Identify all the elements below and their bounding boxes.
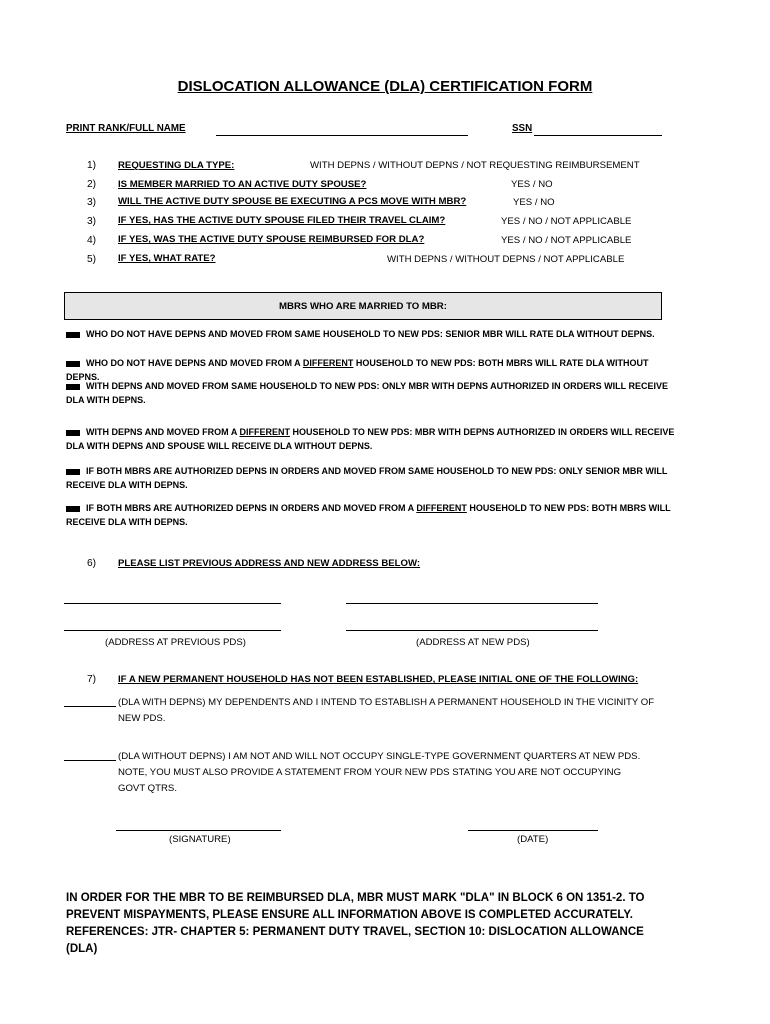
new-address-label: (ADDRESS AT NEW PDS) bbox=[416, 637, 530, 648]
q7-number: 7) bbox=[86, 674, 96, 685]
option-2-text: WHO DO NOT HAVE DEPNS AND MOVED FROM A bbox=[86, 358, 303, 368]
dla-with-depns-statement: (DLA WITH DEPNS) MY DEPENDENTS AND I INTEND TO ESTABLISH A PERMANENT HOUSEHOLD IN THE VICINITY OF NEW PDS. bbox=[118, 697, 655, 724]
form-title: DISLOCATION ALLOWANCE (DLA) CERTIFICATION FORM bbox=[177, 78, 593, 95]
option-5-text: IF BOTH MBRS ARE AUTHORIZED DEPNS IN ORDERS AND MOVED FROM SAME HOUSEHOLD TO NEW PDS: ONLY SENIOR MBR WILL RECEIVE DLA WITH DEPNS. bbox=[66, 466, 668, 490]
mbrs-married-header bbox=[64, 292, 662, 320]
initial-dla-with-depns[interactable] bbox=[64, 706, 116, 707]
q5-number: 5) bbox=[86, 254, 96, 265]
q3-answer[interactable]: YES / NO bbox=[513, 197, 555, 208]
new-address-line-1[interactable] bbox=[346, 603, 598, 604]
option-4-text-end: HOUSEHOLD TO NEW PDS: MBR WITH DEPNS AUTHORIZED IN ORDERS WILL RECEIVE DLA WITH DEPNS AND SPOUSE WILL RECEIVE DLA WITHOUT DEPNS. bbox=[66, 427, 675, 451]
q6-text: PLEASE LIST PREVIOUS ADDRESS AND NEW ADDRESS BELOW: bbox=[118, 558, 421, 569]
option-2-emphasis: DIFFERENT bbox=[302, 358, 354, 368]
q4-answer[interactable]: YES / NO / NOT APPLICABLE bbox=[501, 235, 632, 246]
q7-text: IF A NEW PERMANENT HOUSEHOLD HAS NOT BEEN ESTABLISHED, PLEASE INITIAL ONE OF THE FOLLOWING: bbox=[118, 674, 639, 685]
dla-without-depns-statement: (DLA WITHOUT DEPNS) I AM NOT AND WILL NOT OCCUPY SINGLE-TYPE GOVERNMENT QUARTERS AT NEW PDS. NOTE, YOU MUST ALSO PROVIDE A STATEMENT FROM YOUR NEW PDS STATING YOU ARE NOT OCCUPYING GOVT QTRS. bbox=[118, 751, 641, 794]
option-3[interactable] bbox=[66, 379, 682, 407]
q3b-text: IF YES, HAS THE ACTIVE DUTY SPOUSE FILED THEIR TRAVEL CLAIM? bbox=[118, 215, 446, 226]
q3b-answer[interactable]: YES / NO / NOT APPLICABLE bbox=[501, 216, 632, 227]
option-1-checkbox[interactable] bbox=[66, 332, 80, 338]
ssn-field[interactable] bbox=[534, 135, 662, 136]
q1-answer[interactable]: WITH DEPNS / WITHOUT DEPNS / NOT REQUESTING REIMBURSEMENT bbox=[310, 160, 640, 171]
option-4-checkbox[interactable] bbox=[66, 430, 80, 436]
q2-answer[interactable]: YES / NO bbox=[511, 179, 553, 190]
option-1[interactable] bbox=[66, 327, 682, 341]
q1-text: REQUESTING DLA TYPE: bbox=[118, 160, 235, 171]
option-6[interactable] bbox=[66, 501, 682, 529]
signature-line[interactable] bbox=[116, 830, 281, 831]
previous-address-line-2[interactable] bbox=[64, 630, 281, 631]
previous-address-line-1[interactable] bbox=[64, 603, 281, 604]
q2-number: 2) bbox=[86, 179, 96, 190]
option-4-emphasis: DIFFERENT bbox=[239, 427, 290, 437]
rank-name-label: PRINT RANK/FULL NAME bbox=[66, 123, 186, 134]
q3b-number: 3) bbox=[86, 216, 96, 227]
rank-name-field[interactable] bbox=[216, 135, 468, 136]
date-line[interactable] bbox=[468, 830, 598, 831]
option-6-checkbox[interactable] bbox=[66, 506, 80, 512]
q5-answer[interactable]: WITH DEPNS / WITHOUT DEPNS / NOT APPLICABLE bbox=[387, 254, 625, 265]
mbrs-married-header-text: MBRS WHO ARE MARRIED TO MBR: bbox=[279, 300, 447, 312]
option-2-text-end: HOUSEHOLD TO NEW PDS: BOTH MBRS WILL RATE DLA WITHOUT DEPNS. bbox=[66, 358, 649, 382]
q3-number: 3) bbox=[86, 197, 96, 208]
date-label: (DATE) bbox=[517, 834, 549, 845]
q6-number: 6) bbox=[86, 558, 96, 569]
option-6-text-end: HOUSEHOLD TO NEW PDS: BOTH MBRS WILL RECEIVE DLA WITH DEPNS. bbox=[66, 503, 671, 527]
option-2-checkbox[interactable] bbox=[66, 361, 80, 367]
ssn-label: SSN bbox=[512, 123, 533, 134]
reimbursement-note: IN ORDER FOR THE MBR TO BE REIMBURSED DLA, MBR MUST MARK "DLA" IN BLOCK 6 ON 1351-2. TO PREVENT MISPAYMENTS, PLEASE ENSURE ALL INFORMATION ABOVE IS COMPLETED ACCURATELY. REFERENCES: JTR- CHAPTER 5: PERMANENT DUTY TRAVEL, SECTION 10: DISLOCATION ALLOWANCE (DLA) bbox=[66, 892, 645, 955]
initial-dla-without-depns[interactable] bbox=[64, 760, 116, 761]
signature-label: (SIGNATURE) bbox=[169, 834, 231, 845]
option-5-checkbox[interactable] bbox=[66, 469, 80, 475]
option-6-text: IF BOTH MBRS ARE AUTHORIZED DEPNS IN ORDERS AND MOVED FROM A bbox=[86, 503, 417, 513]
new-address-line-2[interactable] bbox=[346, 630, 598, 631]
q3-text: WILL THE ACTIVE DUTY SPOUSE BE EXECUTING A PCS MOVE WITH MBR? bbox=[118, 196, 467, 207]
q4-text: IF YES, WAS THE ACTIVE DUTY SPOUSE REIMBURSED FOR DLA? bbox=[118, 234, 425, 245]
option-5[interactable] bbox=[66, 464, 682, 492]
option-4-text: WITH DEPNS AND MOVED FROM A bbox=[86, 427, 240, 437]
option-3-checkbox[interactable] bbox=[66, 384, 80, 390]
q2-text: IS MEMBER MARRIED TO AN ACTIVE DUTY SPOUSE? bbox=[118, 179, 367, 190]
previous-address-label: (ADDRESS AT PREVIOUS PDS) bbox=[105, 637, 246, 648]
q1-number: 1) bbox=[86, 160, 96, 171]
option-1-text: WHO DO NOT HAVE DEPNS AND MOVED FROM SAME HOUSEHOLD TO NEW PDS: SENIOR MBR WILL RATE DLA WITHOUT DEPNS. bbox=[86, 329, 655, 339]
option-4[interactable] bbox=[66, 425, 682, 453]
option-3-text: WITH DEPNS AND MOVED FROM SAME HOUSEHOLD TO NEW PDS: ONLY MBR WITH DEPNS AUTHORIZED IN ORDERS WILL RECEIVE DLA WITH DEPNS. bbox=[66, 381, 669, 405]
q5-text: IF YES, WHAT RATE? bbox=[118, 253, 216, 264]
option-6-emphasis: DIFFERENT bbox=[416, 503, 467, 513]
q4-number: 4) bbox=[86, 235, 96, 246]
